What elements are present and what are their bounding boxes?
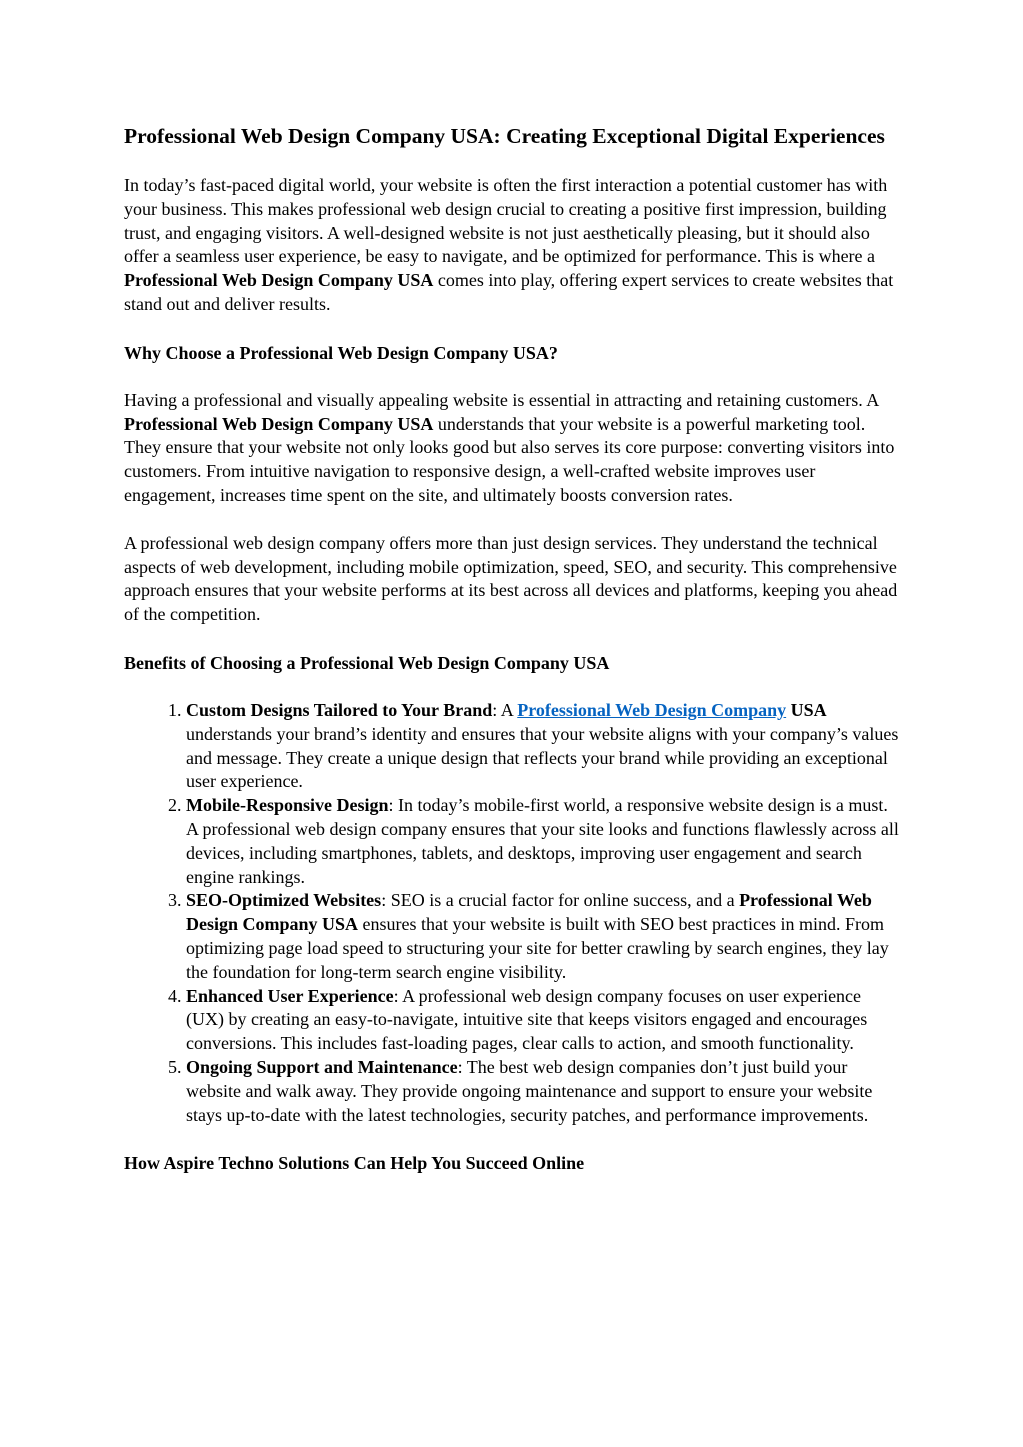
list-item [186,794,900,889]
benefit-text: : In today’s mobile-first world, a responsive website design is a must. A professional web design company ensures that your site looks and functions flawlessly across all devices, including smartphones, tablets, and desktops, improving user engagement and search engine rankings. [186,795,899,887]
benefit-bold-suffix: USA [786,699,827,720]
intro-bold-keyword: Professional Web Design Company USA [124,270,434,291]
page-title: Professional Web Design Company USA: Creating Exceptional Digital Experiences [124,124,885,148]
intro-text-2: comes into play, offering expert services to create websites that stand out and deliver results. [124,270,894,314]
why-choose-text-2: understands that your website is a powerful marketing tool. They ensure that your website not only looks good but also serves its core purpose: converting visitors into customers. From intuitive navigation to responsive design, a well-crafted website improves user engagement, increases time spent on the site, and ultimately boosts conversion rates. [124,413,895,505]
section-heading-benefits: Benefits of Choosing a Professional Web Design Company USA [124,652,610,673]
professional-web-design-link[interactable]: Professional Web Design Company [517,699,787,720]
list-item [186,985,900,1056]
benefits-list [124,699,900,1127]
section-heading-aspire: How Aspire Techno Solutions Can Help You Succeed Online [124,1153,585,1174]
benefit-title: Mobile-Responsive Design [186,795,389,816]
benefit-text: : The best web design companies don’t just build your website and walk away. They provide ongoing maintenance and support to ensure your website stays up-to-date with the latest technologies, security patches, and performance improvements. [186,1056,873,1125]
benefit-separator: : A [492,699,518,720]
benefit-title: Custom Designs Tailored to Your Brand [186,699,493,720]
benefit-text: : SEO is a crucial factor for online success, and a [381,890,740,911]
benefit-text: : A professional web design company focuses on user experience (UX) by creating an easy-to-navigate, intuitive site that keeps visitors engaged and encourages conversions. This includes fast-loading pages, clear calls to action, and smooth functionality. [186,985,868,1054]
benefit-title: Ongoing Support and Maintenance [186,1056,458,1077]
why-choose-text-1: Having a professional and visually appealing website is essential in attracting and retaining customers. A [124,389,879,410]
benefit-title: SEO-Optimized Websites [186,890,382,911]
why-choose-bold-keyword: Professional Web Design Company USA [124,413,434,434]
section-heading-why-choose: Why Choose a Professional Web Design Company USA? [124,342,558,363]
intro-paragraph [124,174,900,317]
benefit-title: Enhanced User Experience [186,985,394,1006]
why-choose-paragraph-2: A professional web design company offers more than just design services. They understand the technical aspects of web development, including mobile optimization, speed, SEO, and security. This comprehensive approach ensures that your website performs at its best across all devices and platforms, keeping you ahead of the competition. [124,532,898,625]
list-item [186,889,900,984]
benefit-text: understands your brand’s identity and ensures that your website aligns with your company’s values and message. They create a unique design that reflects your brand while providing an exceptional user experience. [186,723,899,792]
benefit-text-continued: ensures that your website is built with SEO best practices in mind. From optimizing page load speed to structuring your site for better crawling by search engines, they lay the foundation for long-term search engine visibility. [186,914,889,982]
list-item [186,699,900,794]
list-item [186,1056,900,1127]
document-page [124,122,900,1199]
benefit-bold-keyword: Professional Web Design Company USA [186,890,872,935]
intro-text-1: In today’s fast-paced digital world, your website is often the first interaction a potential customer has with your business. This makes professional web design crucial to creating a positive first impression, building trust, and engaging visitors. A well-designed website is not just aesthetically pleasing, but it should also offer a seamless user experience, be easy to navigate, and be optimized for performance. This is where a [124,175,888,267]
why-choose-paragraph-1 [124,389,900,508]
